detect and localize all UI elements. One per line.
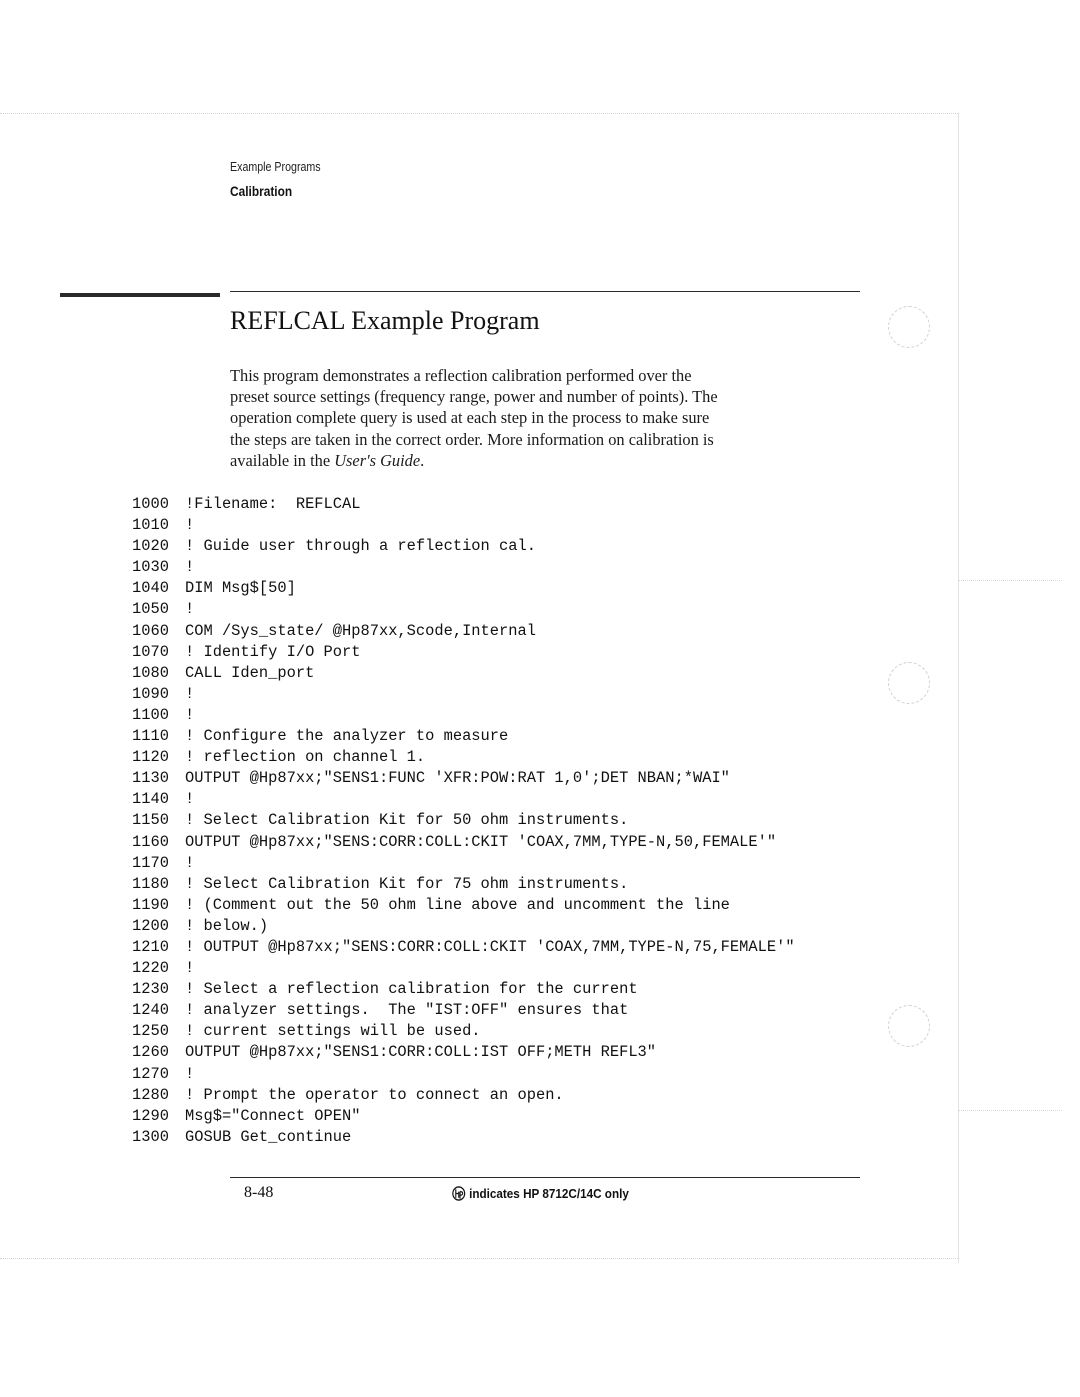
line-number: 1170 xyxy=(132,853,169,872)
line-number: 1300 xyxy=(132,1127,169,1146)
code-text: ! Select Calibration Kit for 75 ohm instruments. xyxy=(185,874,629,893)
code-line xyxy=(132,810,872,831)
code-line xyxy=(132,916,872,937)
line-number: 1060 xyxy=(132,621,169,640)
line-number: 1150 xyxy=(132,811,169,830)
code-line xyxy=(132,599,872,620)
code-line xyxy=(132,621,872,642)
line-number: 1220 xyxy=(132,959,169,978)
line-number: 1130 xyxy=(132,769,169,788)
line-number: 1010 xyxy=(132,516,169,535)
line-number: 1250 xyxy=(132,1022,169,1041)
code-text: ! OUTPUT @Hp87xx;"SENS:CORR:COLL:CKIT 'COAX,7MM,TYPE-N,75,FEMALE'" xyxy=(185,937,795,956)
code-text: ! xyxy=(185,790,195,809)
code-text: Msg$="Connect OPEN" xyxy=(185,1106,361,1125)
section-rule-thin xyxy=(230,291,860,292)
code-text: COM /Sys_state/ @Hp87xx,Scode,Internal xyxy=(185,621,536,640)
code-line xyxy=(132,1000,872,1021)
code-line xyxy=(132,789,872,810)
line-number: 1030 xyxy=(132,558,169,577)
line-number: 1090 xyxy=(132,684,169,703)
line-number: 1000 xyxy=(132,495,169,513)
page-edge-top xyxy=(0,113,958,114)
code-line xyxy=(132,832,872,853)
code-line xyxy=(132,1106,872,1127)
running-header-section: Example Programs xyxy=(230,159,321,174)
code-line xyxy=(132,768,872,789)
code-line xyxy=(132,536,872,557)
code-text: ! Prompt the operator to connect an open. xyxy=(185,1085,564,1104)
section-rule-thick xyxy=(60,293,220,297)
code-text: CALL Iden_port xyxy=(185,663,315,682)
code-line xyxy=(132,874,872,895)
page-number: 8-48 xyxy=(244,1184,274,1201)
code-text: ! Guide user through a reflection cal. xyxy=(185,537,536,556)
binder-hole xyxy=(888,306,930,348)
code-text: GOSUB Get_continue xyxy=(185,1127,352,1146)
line-number: 1190 xyxy=(132,895,169,914)
footer-note xyxy=(452,1186,629,1201)
page-edge-bottom xyxy=(0,1258,958,1259)
line-number: 1280 xyxy=(132,1085,169,1104)
code-text: ! xyxy=(185,516,195,535)
code-text: DIM Msg$[50] xyxy=(185,579,296,598)
line-number: 1120 xyxy=(132,748,169,767)
code-line xyxy=(132,663,872,684)
code-line xyxy=(132,1042,872,1063)
code-line xyxy=(132,1064,872,1085)
line-number: 1020 xyxy=(132,537,169,556)
intro-last-prefix: available in the xyxy=(230,450,335,470)
line-number: 1260 xyxy=(132,1043,169,1062)
code-line xyxy=(132,557,872,578)
running-header-chapter: Calibration xyxy=(230,183,293,199)
code-text: ! Identify I/O Port xyxy=(185,642,361,661)
line-number: 1290 xyxy=(132,1106,169,1125)
code-text: ! current settings will be used. xyxy=(185,1022,481,1041)
code-text: ! xyxy=(185,1064,195,1083)
line-number: 1140 xyxy=(132,790,169,809)
hp-logo-icon xyxy=(452,1186,466,1201)
code-text: OUTPUT @Hp87xx;"SENS1:CORR:COLL:IST OFF;METH REFL3" xyxy=(185,1043,657,1062)
intro-last-suffix: . xyxy=(420,450,425,470)
binder-hole xyxy=(888,1005,930,1047)
line-number: 1080 xyxy=(132,663,169,682)
code-text: ! Configure the analyzer to measure xyxy=(185,727,509,746)
code-text: OUTPUT @Hp87xx;"SENS1:FUNC 'XFR:POW:RAT 1,0';DET NBAN;*WAI" xyxy=(185,769,730,788)
line-number: 1070 xyxy=(132,642,169,661)
page-edge-right xyxy=(958,113,959,1263)
code-line xyxy=(132,705,872,726)
line-number: 1180 xyxy=(132,874,169,893)
code-line xyxy=(132,642,872,663)
line-number: 1200 xyxy=(132,916,169,935)
line-number: 1160 xyxy=(132,832,169,851)
code-text: ! xyxy=(185,853,195,872)
code-text: ! reflection on channel 1. xyxy=(185,748,426,767)
intro-paragraph xyxy=(230,365,850,471)
code-line xyxy=(132,937,872,958)
line-number: 1050 xyxy=(132,600,169,619)
code-text: ! analyzer settings. The "IST:OFF" ensures that xyxy=(185,1001,629,1020)
line-number: 1040 xyxy=(132,579,169,598)
code-line xyxy=(132,578,872,599)
code-line xyxy=(132,979,872,1000)
line-number: 1270 xyxy=(132,1064,169,1083)
intro-line-last xyxy=(230,450,850,471)
code-line xyxy=(132,726,872,747)
binder-hole xyxy=(888,662,930,704)
code-line xyxy=(132,1021,872,1042)
code-line xyxy=(132,515,872,536)
line-number: 1230 xyxy=(132,980,169,999)
code-line xyxy=(132,1085,872,1106)
section-title: REFLCAL Example Program xyxy=(230,306,540,335)
code-text: ! xyxy=(185,600,195,619)
footer-note-text: indicates HP 8712C/14C only xyxy=(469,1186,629,1201)
code-listing xyxy=(132,494,872,1148)
intro-line: This program demonstrates a reflection calibration performed over the xyxy=(230,366,692,385)
code-line xyxy=(132,895,872,916)
intro-line: preset source settings (frequency range, power and number of points). The xyxy=(230,387,718,407)
code-line xyxy=(132,494,872,515)
code-text: ! Select Calibration Kit for 50 ohm instruments. xyxy=(185,811,629,830)
line-number: 1110 xyxy=(132,727,169,746)
code-text: OUTPUT @Hp87xx;"SENS:CORR:COLL:CKIT 'COAX,7MM,TYPE-N,50,FEMALE'" xyxy=(185,832,777,851)
line-number: 1100 xyxy=(132,705,169,724)
users-guide-reference: User's Guide xyxy=(334,450,421,470)
code-text: !Filename: REFLCAL xyxy=(185,495,361,513)
code-line xyxy=(132,1127,872,1148)
code-text: ! xyxy=(185,558,195,577)
intro-line: operation complete query is used at each step in the process to make sure xyxy=(230,408,710,428)
code-text: ! below.) xyxy=(185,916,269,935)
intro-line: the steps are taken in the correct order. More information on calibration is xyxy=(230,429,714,449)
code-line xyxy=(132,853,872,874)
code-text: ! xyxy=(185,959,195,978)
footer-rule xyxy=(230,1177,860,1178)
code-text: ! xyxy=(185,705,195,724)
code-text: ! Select a reflection calibration for the current xyxy=(185,980,638,999)
line-number: 1240 xyxy=(132,1001,169,1020)
line-number: 1210 xyxy=(132,937,169,956)
code-line xyxy=(132,684,872,705)
code-line xyxy=(132,747,872,768)
code-text: ! xyxy=(185,684,195,703)
page-edge-tick xyxy=(958,580,1062,581)
code-line xyxy=(132,958,872,979)
page-edge-tick xyxy=(958,1110,1062,1111)
code-text: ! (Comment out the 50 ohm line above and uncomment the line xyxy=(185,895,730,914)
